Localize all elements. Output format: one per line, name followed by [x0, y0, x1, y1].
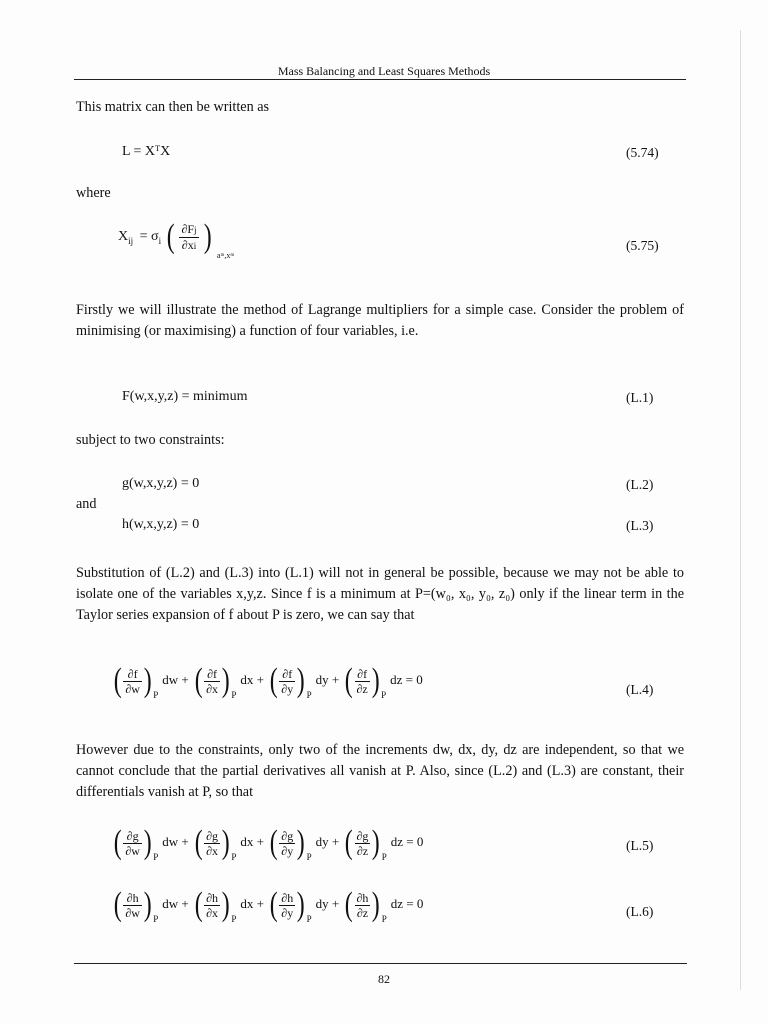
- differential-text: dw +: [162, 834, 189, 850]
- fraction-numerator: ∂h: [206, 890, 219, 905]
- left-paren: (: [269, 886, 278, 923]
- partial-fraction: [123, 667, 142, 696]
- evaluation-point-sub: P: [231, 914, 237, 925]
- intro-text: This matrix can then be written as: [76, 99, 270, 115]
- equation-number-L6: (L.6): [626, 904, 654, 919]
- partial-fraction: [355, 829, 371, 858]
- paragraph-lagrange-intro: Firstly we will illustrate the method of Lagrange multipliers for a simple case. Consider the problem of minimising (or maximising) a function of four variables, i.e.: [76, 302, 684, 339]
- derivative-term: [343, 826, 423, 862]
- partial-fraction: [204, 829, 220, 858]
- evaluation-point-sub: P: [381, 852, 387, 863]
- and-text: and: [76, 496, 97, 512]
- eq575-fraction: [179, 222, 198, 253]
- fraction-denominator: ∂y: [281, 843, 294, 858]
- eq575-lhs-sub: ij: [128, 235, 134, 246]
- fraction-denominator: ∂x: [206, 905, 219, 920]
- right-paren: ): [221, 886, 230, 923]
- left-paren: (: [344, 824, 353, 861]
- where-text: where: [76, 185, 111, 201]
- running-header: Mass Balancing and Least Squares Methods: [277, 64, 491, 78]
- derivative-term: [193, 664, 264, 700]
- fraction-numerator: ∂g: [356, 828, 369, 843]
- paragraph-substitution: Substitution of (L.2) and (L.3) into (L.1) will not in general be possible, because we may not be able to isolate one of the variables x,y,z. Since f is a minimum at P=(w₀, x₀, y₀, z₀) only if the linear term in the Taylor series expansion of f about P is zero, we can say that: [76, 565, 684, 623]
- eq575-eq-sigma: = σ: [139, 228, 159, 244]
- eq575-den-text: ∂x: [181, 237, 194, 252]
- differential-text: dx +: [240, 896, 264, 912]
- derivative-term: [343, 888, 423, 924]
- fraction-numerator: ∂f: [355, 667, 370, 682]
- evaluation-point-sub: P: [381, 914, 387, 925]
- page-number: 82: [378, 972, 390, 986]
- paragraph-constraints: However due to the constraints, only two of the increments dw, dx, dy, dz are independent, so that we cannot conclude that the partial derivatives all vanish at P. Also, since (L.2) and (L.3) are constant, their differentials vanish at P, so that: [76, 742, 684, 800]
- evaluation-point-sub: P: [153, 914, 159, 925]
- partial-fraction: [123, 829, 142, 858]
- equation-number-L2: (L.2): [626, 477, 654, 492]
- right-paren: ): [143, 886, 152, 923]
- fraction-denominator: ∂w: [125, 905, 140, 920]
- eq575-denominator: [179, 238, 198, 253]
- eq575-sigma-sub: i: [158, 235, 162, 246]
- evaluation-point-sub: P: [381, 690, 387, 701]
- left-paren: (: [194, 824, 203, 861]
- fraction-denominator: ∂w: [125, 681, 140, 696]
- equation-number-5-75: (5.75): [626, 238, 659, 253]
- eq575-den-sub: i: [193, 240, 197, 251]
- scan-edge-line: [740, 30, 741, 990]
- derivative-term: [268, 826, 339, 862]
- evaluation-point-sub: P: [306, 852, 312, 863]
- fraction-numerator: ∂g: [206, 828, 219, 843]
- fraction-numerator: ∂h: [356, 890, 369, 905]
- partial-fraction: [279, 667, 295, 696]
- differential-text: dy +: [315, 672, 340, 688]
- differential-text: dx +: [240, 834, 264, 850]
- fraction-numerator: ∂f: [123, 667, 142, 682]
- differential-text: dw +: [162, 896, 189, 912]
- equation-number-L5: (L.5): [626, 838, 654, 853]
- equation-5-74: L = XᵀX: [122, 144, 171, 159]
- equation-L2: g(w,x,y,z) = 0: [122, 476, 200, 491]
- fraction-numerator: ∂h: [281, 890, 294, 905]
- right-paren: ): [296, 662, 305, 699]
- equation-number-L3: (L.3): [626, 518, 654, 533]
- differential-text: dy +: [315, 834, 340, 850]
- partial-fraction: [123, 891, 142, 920]
- left-paren: (: [194, 662, 203, 699]
- differential-text: dz = 0: [390, 834, 424, 850]
- left-paren: (: [113, 824, 122, 861]
- eq575-eval-point: aᵐ,xᵐ: [216, 251, 235, 261]
- differential-text: dy +: [315, 896, 340, 912]
- differential-text: dz = 0: [390, 896, 424, 912]
- fraction-numerator: ∂g: [123, 829, 142, 844]
- right-paren: ): [143, 824, 152, 861]
- right-paren: ): [372, 824, 381, 861]
- differential-text: dz = 0: [390, 672, 423, 688]
- right-paren: ): [372, 886, 381, 923]
- fraction-denominator: ∂x: [206, 843, 219, 858]
- fraction-numerator: ∂f: [204, 667, 220, 682]
- partial-fraction: [279, 829, 295, 858]
- evaluation-point-sub: P: [306, 914, 312, 925]
- evaluation-point-sub: P: [153, 852, 159, 863]
- equation-number-L4: (L.4): [626, 682, 654, 697]
- fraction-denominator: ∂z: [356, 843, 369, 858]
- fraction-denominator: ∂z: [356, 905, 369, 920]
- partial-fraction: [204, 891, 220, 920]
- partial-fraction: [355, 667, 370, 696]
- evaluation-point-sub: P: [306, 690, 312, 701]
- derivative-term: [268, 888, 339, 924]
- equation-L3: h(w,x,y,z) = 0: [122, 517, 200, 532]
- equation-L4: [112, 664, 427, 700]
- equation-L6: [112, 888, 427, 924]
- fraction-denominator: ∂z: [356, 681, 368, 696]
- left-paren: (: [113, 886, 122, 923]
- left-paren: (: [113, 662, 122, 699]
- derivative-term: [193, 826, 264, 862]
- fraction-numerator: ∂f: [279, 667, 295, 682]
- derivative-term: [112, 664, 189, 700]
- left-paren: (: [344, 662, 353, 699]
- partial-fraction: [279, 891, 295, 920]
- left-paren: (: [194, 886, 203, 923]
- partial-fraction: [355, 891, 371, 920]
- derivative-term: [112, 888, 189, 924]
- differential-text: dw +: [162, 672, 189, 688]
- equation-5-75: [118, 220, 234, 270]
- right-paren: ): [221, 662, 230, 699]
- derivative-term: [268, 664, 339, 700]
- equation-number-L1: (L.1): [626, 390, 654, 405]
- fraction-denominator: ∂w: [125, 843, 140, 858]
- differential-text: dx +: [240, 672, 264, 688]
- fraction-numerator: ∂h: [123, 891, 142, 906]
- left-paren: (: [269, 824, 278, 861]
- header-rule: [74, 79, 686, 80]
- subject-text: subject to two constraints:: [76, 432, 225, 448]
- evaluation-point-sub: P: [153, 690, 159, 701]
- right-paren: ): [371, 662, 380, 699]
- derivative-term: [112, 826, 189, 862]
- equation-L1: F(w,x,y,z) = minimum: [122, 389, 248, 404]
- right-paren: ): [296, 886, 305, 923]
- fraction-denominator: ∂y: [281, 681, 294, 696]
- equation-L5: [112, 826, 427, 862]
- eq575-num-sub: j: [194, 224, 197, 235]
- derivative-term: [343, 664, 423, 700]
- left-paren: (: [269, 662, 278, 699]
- left-paren: (: [344, 886, 353, 923]
- right-paren: ): [221, 824, 230, 861]
- eq575-right-paren: ): [203, 218, 212, 255]
- eq575-num-text: ∂F: [181, 221, 195, 236]
- fraction-denominator: ∂y: [281, 905, 294, 920]
- footer-rule: [74, 963, 687, 964]
- eq575-sigma: [140, 229, 161, 246]
- evaluation-point-sub: P: [231, 690, 237, 701]
- partial-fraction: [204, 667, 220, 696]
- eq575-numerator: [179, 222, 198, 238]
- eq575-x: X: [118, 228, 129, 244]
- equation-number-5-74: (5.74): [626, 145, 659, 160]
- eq575-left-paren: (: [166, 218, 175, 255]
- right-paren: ): [143, 662, 152, 699]
- fraction-numerator: ∂g: [281, 828, 294, 843]
- right-paren: ): [296, 824, 305, 861]
- evaluation-point-sub: P: [231, 852, 237, 863]
- eq575-lhs: [118, 229, 133, 246]
- fraction-denominator: ∂x: [206, 681, 219, 696]
- derivative-term: [193, 888, 264, 924]
